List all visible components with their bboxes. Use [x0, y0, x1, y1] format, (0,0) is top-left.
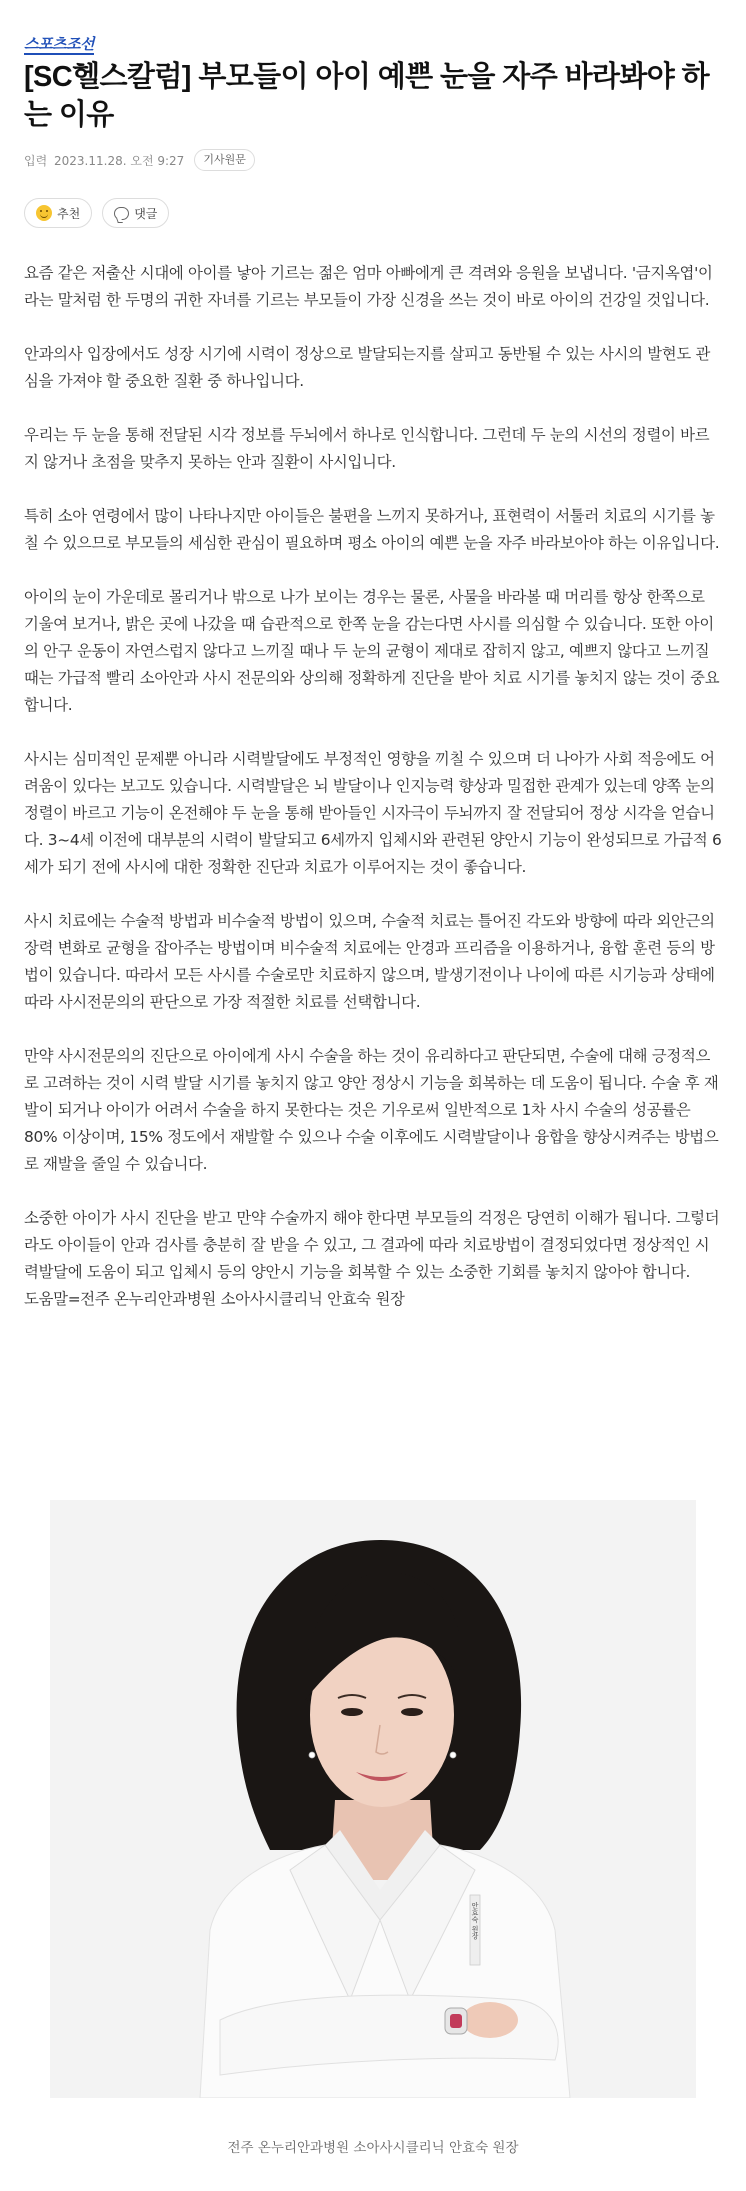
doctor-photo [50, 1500, 696, 2098]
paragraph: 우리는 두 눈을 통해 전달된 시각 정보를 두뇌에서 하나로 인식합니다. 그런데 두 눈의 시선의 정렬이 바르지 않거나 초점을 맞추지 못하는 안과 질환이 사시입니다. [24, 426, 710, 471]
logo-text: 스포츠조선 [24, 36, 94, 53]
date-value: 2023.11.28. 오전 9:27 [54, 153, 185, 168]
badge-text: 안효숙 원장 [471, 1902, 479, 1940]
comment-icon [114, 207, 129, 220]
paragraph: 안과의사 입장에서도 성장 시기에 시력이 정상으로 발달되는지를 살피고 동반될 수 있는 사시의 발현도 관심을 가져야 할 중요한 질환 중 하나입니다. [24, 345, 711, 390]
original-article-button[interactable]: 기사원문 [194, 149, 255, 171]
logo[interactable] [24, 0, 722, 58]
recommend-label: 추천 [57, 206, 81, 221]
smile-icon [36, 205, 52, 221]
paragraph: 특히 소아 연령에서 많이 나타나지만 아이들은 불편을 느끼지 못하거나, 표현력이 서툴러 치료의 시기를 놓칠 수 있으므로 부모들의 세심한 관심이 필요하며 평소 아이의 예쁜 눈을 자주 바라보아야 하는 이유입니다. [24, 507, 720, 552]
paragraph: 요즘 같은 저출산 시대에 아이를 낳아 기르는 젊은 엄마 아빠에게 큰 격려와 응원을 보냅니다. '금지옥엽'이라는 말처럼 한 두명의 귀한 자녀를 기르는 부모들이 가장 신경을 쓰는 것이 바로 아이의 건강일 것입니다. [24, 264, 713, 309]
credit-line: 도움말=전주 온누리안과병원 소아사시클리닉 안효숙 원장 [24, 1290, 405, 1308]
paragraph: 소중한 아이가 사시 진단을 받고 만약 수술까지 해야 한다면 부모들의 걱정은 당연히 이해가 됩니다. 그렇더라도 아이들이 안과 검사를 충분히 잘 받을 수 있고, 그 결과에 따라 치료방법이 결정되었다면 정상적인 시력발달에 도움이 되고 입체시 등의 양안시 기능을 회복할 수 있는 소중한 기회를 놓치지 않아야 합니다. [24, 1209, 720, 1281]
article-body [24, 260, 722, 1313]
paragraph: 사시 치료에는 수술적 방법과 비수술적 방법이 있으며, 수술적 치료는 틀어진 각도와 방향에 따라 외안근의 장력 변화로 균형을 잡아주는 방법이며 비수술적 치료에는 안경과 프리즘을 이용하거나, 융합 훈련 등의 방법이 있습니다. 따라서 모든 사시를 수술로만 치료하지 않으며, 발생기전이나 나이에 따른 시기능과 상태에 따라 사시전문의의 판단으로 가장 적절한 치료를 선택합니다. [24, 912, 715, 1011]
publish-date [24, 152, 184, 169]
comment-button[interactable] [102, 198, 169, 228]
portrait-illustration [50, 1500, 696, 2098]
article-title: [SC헬스칼럼] 부모들이 아이 예쁜 눈을 자주 바라봐야 하는 이유 [24, 61, 710, 131]
paragraph: 만약 사시전문의의 진단으로 아이에게 사시 수술을 하는 것이 유리하다고 판단되면, 수술에 대해 긍정적으로 고려하는 것이 시력 발달 시기를 놓치지 않고 양안 정상시 기능을 회복하는 데 도움이 됩니다. 수술 후 재발이 되거나 아이가 어려서 수술을 하지 못한다는 것은 기우로써 일반적으로 1차 사시 수술의 성공률은 80% 이상이며, 15% 정도에서 재발할 수 있으나 수술 이후에도 시력발달이나 융합을 향상시켜주는 방법으로 재발을 줄일 수 있습니다. [24, 1047, 719, 1173]
recommend-button[interactable] [24, 198, 92, 228]
comment-label: 댓글 [134, 206, 158, 221]
paragraph: 아이의 눈이 가운데로 몰리거나 밖으로 나가 보이는 경우는 물론, 사물을 바라볼 때 머리를 항상 한쪽으로 기울여 보거나, 밝은 곳에 나갔을 때 습관적으로 한쪽 눈을 감는다면 사시를 의심할 수 있습니다. 또한 아이의 안구 운동이 자연스럽지 않다고 느끼질 때나 두 눈의 균형이 제대로 잡히지 않고, 예쁘지 않다고 느끼질 때는 가급적 빨리 소아안과 사시 전문의와 상의해 정확하게 진단을 받아 치료 시기를 놓치지 않는 것이 중요합니다. [24, 588, 720, 714]
paragraph: 사시는 심미적인 문제뿐 아니라 시력발달에도 부정적인 영향을 끼칠 수 있으며 더 나아가 사회 적응에도 어려움이 있다는 보고도 있습니다. 시력발달은 뇌 발달이나 인지능력 향상과 밀접한 관계가 있는데 양쪽 눈의 정렬이 바르고 기능이 온전해야 두 눈을 통해 받아들인 시자극이 두뇌까지 잘 전달되어 정상 시각을 얻습니다. 3~4세 이전에 대부분의 시력이 발달되고 6세까지 입체시와 관련된 양안시 기능이 완성되므로 가급적 6세가 되기 전에 사시에 대한 정확한 진단과 치료가 이루어지는 것이 좋습니다. [24, 750, 722, 876]
reaction-bar [24, 198, 722, 232]
photo-caption: 전주 온누리안과병원 소아사시클리닉 안효숙 원장 [227, 2140, 519, 2156]
article-meta [24, 148, 722, 172]
date-label: 입력 [24, 153, 48, 168]
